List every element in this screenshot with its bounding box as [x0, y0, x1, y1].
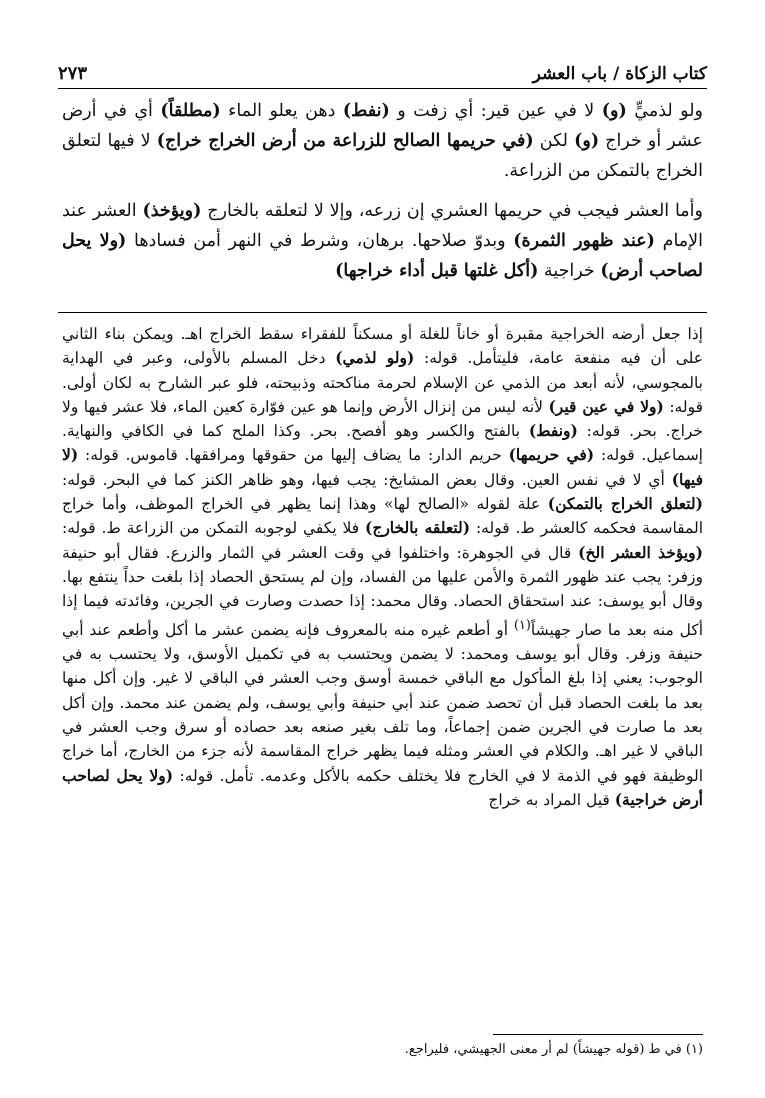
- text-run: دخل المسلم بالأولى، وعبر في الهداية بالمجوسي، لأنه أبعد من الذمي عن الإسلام لحرمة مناكحته وذبيحته، فلو عبر الشارح به لكان أولى. قوله:: [62, 349, 704, 416]
- bold-term: (ولا يحل لصاحب أرض خراجية): [62, 765, 703, 809]
- bold-term: (ولا في عين قير): [548, 396, 664, 416]
- text-run: قيل المراد به خراج: [488, 790, 615, 809]
- text-run: لا في عين قير: أي زفت و: [389, 101, 602, 121]
- bold-term: (لتعلقه بالخارج): [364, 518, 471, 538]
- text-run: العشر عند الإمام: [62, 201, 703, 251]
- main-paragraph: [62, 196, 703, 286]
- footnote: (١) في ط (قوله جهيشاً) لم أر معنى الجهيشي، فليراجع.: [404, 1042, 703, 1057]
- bold-term: (في حريمها الصالح للزراعة من أرض الخراج خراج): [156, 131, 534, 151]
- text-run: وبدوّ صلاحها. برهان، وشرط في النهر أمن فسادها: [126, 231, 514, 251]
- section-divider: [58, 312, 707, 313]
- text-run: إذا جعل أرضه الخراجية مقبرة أو خاناً للغلة أو مسكناً للفقراء سقط الخراج اهـ. ويمكن بناء الثاني على أن فيه منفعة عامة، فليتأمل. قوله:: [62, 325, 703, 368]
- commentary: [62, 322, 703, 812]
- text-run: لا فيها لتعلق الخراج بالتمكن من الزراعة.: [62, 131, 703, 181]
- text-run: قال في الجوهرة: واختلفوا في وقت العشر في الثمار والزرع. فقال أبو حنيفة وزفر: يجب عند ظهور الثمرة والأمن عليها من الفساد، وإن لم يستحق الحصاد إذا بلغت حداً ينتفع بها. وقال أبو يوسف: عند استحقاق الحصاد. وقال محمد: إذا حصدت وصارت في الجرين، وفائدته فيما إذا أكل منه بعد ما صار جهيشاً: [62, 543, 703, 639]
- text-run: خراجية: [538, 261, 601, 281]
- bold-term: (و): [601, 101, 627, 121]
- bold-term: (ولا يحل لصاحب أرض): [62, 231, 703, 281]
- main-paragraph: [62, 96, 703, 186]
- text-run: لكن: [533, 131, 575, 151]
- bold-term: (ونفط): [528, 421, 578, 441]
- bold-term: (مطلقاً): [160, 101, 221, 121]
- text-run: حريم الدار: ما يضاف إليها من حقوقها ومرافقها. قاموس. قوله:: [78, 446, 509, 465]
- text-run: فلا يكفي لوجوبه التمكن من الزراعة ط. قوله:: [62, 519, 365, 538]
- bold-term: (و): [574, 131, 600, 151]
- running-title: كتاب الزكاة / باب العشر: [532, 64, 707, 84]
- bold-term: (أكل غلتها قبل أداء خراجها): [335, 261, 539, 281]
- bold-term: (ويؤخذ): [142, 201, 202, 221]
- bold-term: (ويؤخذ العشر الخ): [578, 542, 703, 562]
- text-run: أي لا في نفس العين. وقال بعض المشايخ: يجب فيها، وهو ظاهر الكنز كما في البحر. قوله:: [62, 470, 672, 489]
- bold-term: (نفط): [342, 101, 390, 121]
- bold-term: (في حريمها): [508, 445, 595, 465]
- text-run: أو أطعم غيره منه بالمعروف فإنه يضمن عشر ما أكل وأطعم عند أبي حنيفة وزفر. وقال أبو يوسف ومحمد: لا يضمن ويحتسب به في تكميل الأوسق، ولا يحتسب به في الوجوب: يعني إذا بلغ المأكول مع الباقي خمسة أوسق وجب العشر في الباقي لا غير. وإن أكل منها بعد ما بلغت الحصاد قبل أن تحصد ضمن عند أبي حنيفة وأبي يوسف، ولم يضمن عند محمد. وإن أكل بعد ما صارت في الجرين ضمن إجماعاً، وما تلف بغير صنعه بعد حصاده أو سرق وجب العشر في الباقي لا غير اهـ. والكلام في العشر ومثله فيما يظهر خراج المقاسمة لأنه جزء من الخارج، أما خراج الوظيفة فهو في الذمة لا في الخارج فلا يختلف حكمه بالأكل وعدمه. تأمل. قوله:: [62, 620, 703, 785]
- text-run: وأما العشر فيجب في حريمها العشري إن زرعه، وإلا لا لتعلقه بالخارج: [201, 201, 703, 221]
- commentary-paragraph: [62, 322, 703, 812]
- bold-term: (لتعلق الخراج بالتمكن): [547, 494, 703, 514]
- main-text: [62, 96, 703, 296]
- text-run: علة لقوله «الصالح لها» وهذا إنما يظهر في الخراج الموظف، وأما خراج المقاسمة فحكمه كالعشر ط. قوله:: [62, 495, 703, 538]
- text-run: دهن يعلو الماء: [220, 101, 343, 121]
- text-run: لأنه ليس من إنزال الأرض وإنما هو عين فوّارة كعين الماء، فلا عشر فيها ولا خراج. بحر. قوله:: [62, 397, 704, 441]
- bold-term: (ولو لذمي): [335, 348, 415, 368]
- bold-term: (عند ظهور الثمرة): [513, 231, 655, 251]
- text-run: بالفتح والكسر وهو أفصح. بحر. وكذا الملح كما في الكافي والنهاية. إسماعيل. قوله:: [62, 422, 703, 465]
- bold-term: (لا فيها): [62, 445, 703, 489]
- footnote-ref: (١): [513, 617, 531, 633]
- page-number: ٢٧٣: [58, 63, 88, 84]
- footnote-divider: [493, 1034, 703, 1035]
- text-run: أي في أرض عشر أو خراج: [62, 101, 703, 151]
- page-header: [58, 54, 707, 89]
- text-run: ولو لذميٍّ: [626, 101, 704, 121]
